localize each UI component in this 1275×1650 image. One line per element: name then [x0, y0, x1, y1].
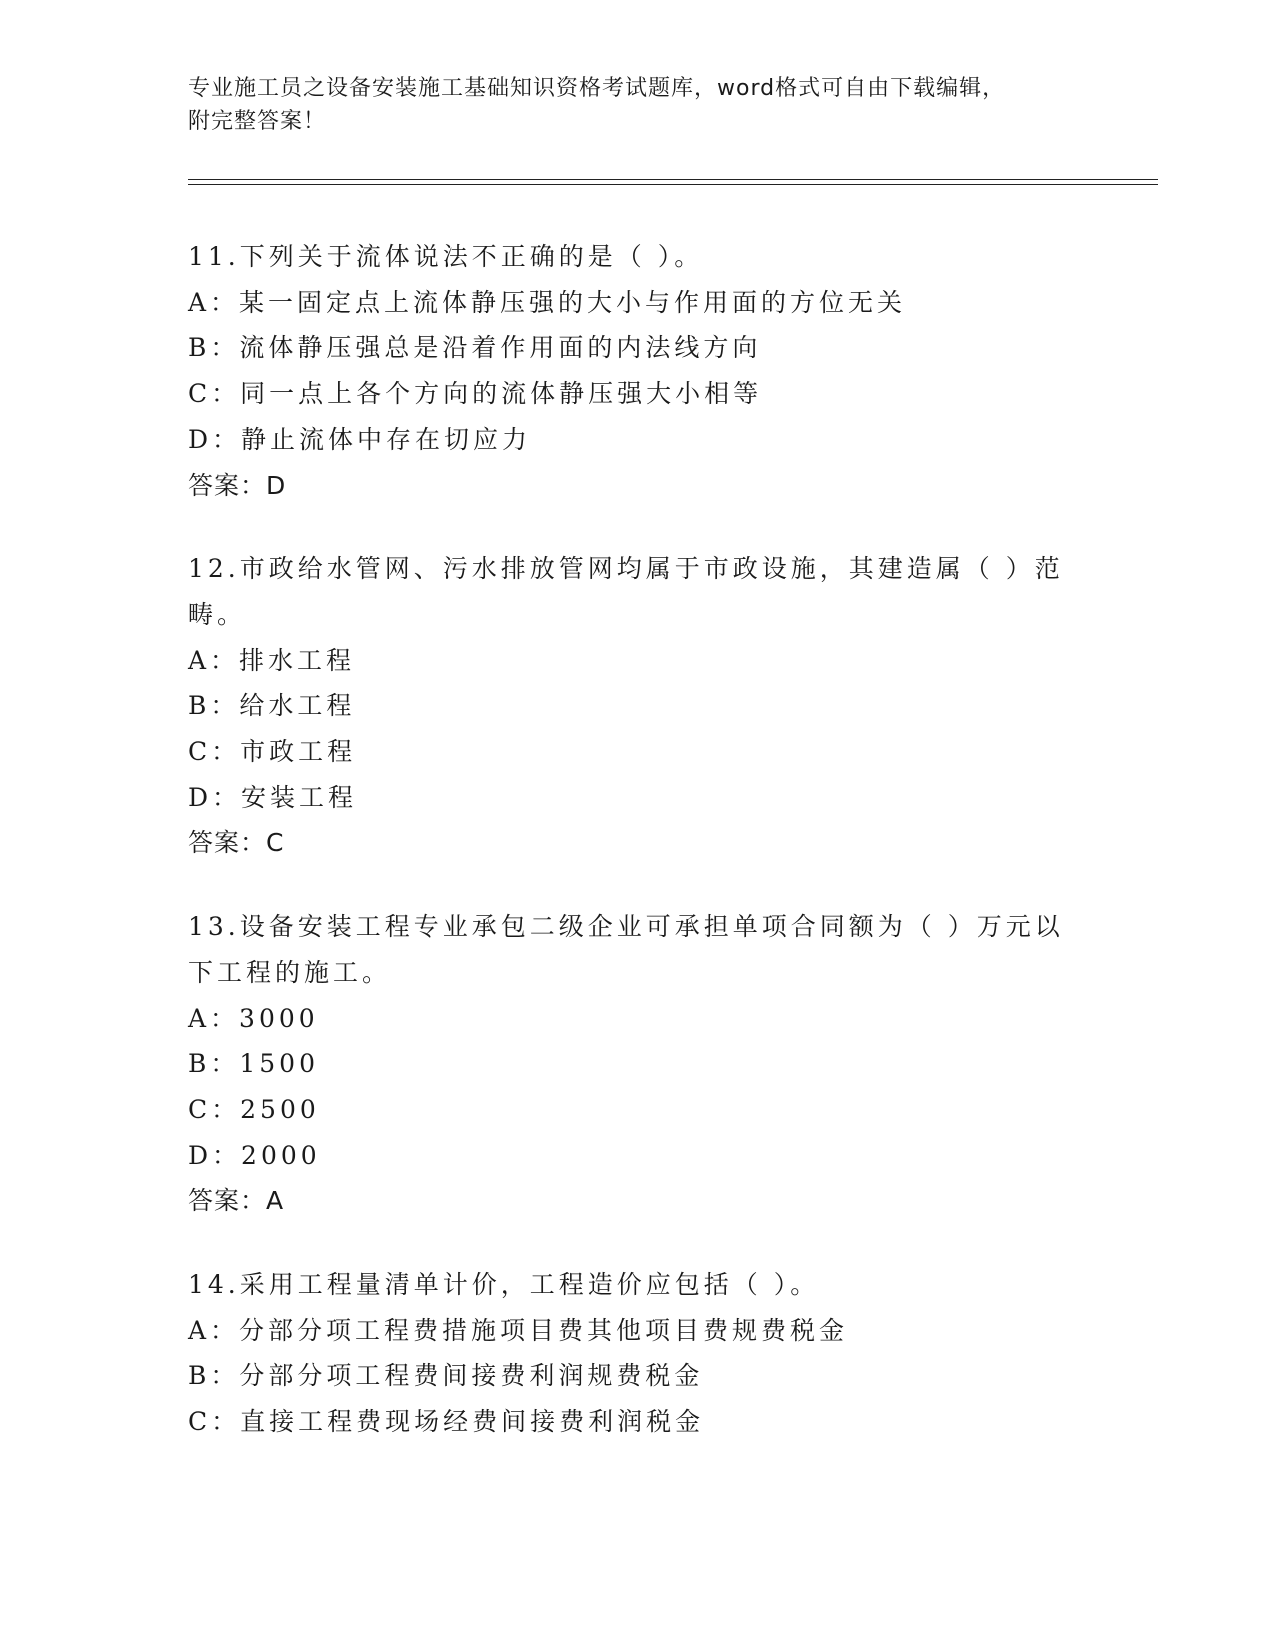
question-13 — [188, 904, 1088, 1224]
question-stem: 13.设备安装工程专业承包二级企业可承担单项合同额为（ ）万元以 — [188, 912, 1064, 942]
answer-line: 答案：D — [188, 470, 287, 500]
option-c: C：直接工程费现场经费间接费利润税金 — [188, 1407, 705, 1437]
option-b: B：流体静压强总是沿着作用面的内法线方向 — [188, 333, 762, 363]
header-divider-bottom — [188, 184, 1158, 185]
question-stem: 11.下列关于流体说法不正确的是（ ）。 — [188, 242, 704, 271]
question-list — [188, 234, 1088, 1483]
option-a: A：排水工程 — [188, 645, 356, 675]
question-stem: 14.采用工程量清单计价，工程造价应包括（ ）。 — [188, 1270, 820, 1300]
header-line-2: 附完整答案！ — [188, 109, 327, 134]
option-a: A：分部分项工程费措施项目费其他项目费规费税金 — [188, 1315, 849, 1345]
option-d: D：安装工程 — [188, 782, 358, 812]
answer-line: 答案：A — [188, 1186, 285, 1216]
option-d: D：2000 — [188, 1140, 321, 1170]
header-divider-top — [188, 179, 1158, 180]
question-11 — [188, 234, 1088, 508]
document-header — [188, 72, 1088, 138]
option-c: C：2500 — [188, 1094, 320, 1124]
option-b: B：1500 — [188, 1049, 319, 1079]
option-c: C：市政工程 — [188, 737, 357, 767]
question-stem-continued: 畴。 — [188, 599, 247, 629]
option-d: D：静止流体中存在切应力 — [188, 424, 532, 454]
option-b: B：分部分项工程费间接费利润规费税金 — [188, 1361, 704, 1391]
answer-line: 答案：C — [188, 828, 285, 858]
option-b: B：给水工程 — [188, 691, 356, 721]
question-stem: 12.市政给水管网、污水排放管网均属于市政设施，其建造属（ ）范 — [188, 554, 1064, 584]
header-line-1: 专业施工员之设备安装施工基础知识资格考试题库，word格式可自由下载编辑， — [188, 76, 1006, 101]
question-14 — [188, 1262, 1088, 1445]
option-a: A：3000 — [188, 1003, 319, 1033]
question-12 — [188, 546, 1088, 866]
question-stem-continued: 下工程的施工。 — [188, 957, 392, 987]
option-a: A：某一固定点上流体静压强的大小与作用面的方位无关 — [188, 287, 907, 317]
option-c: C：同一点上各个方向的流体静压强大小相等 — [188, 379, 763, 409]
